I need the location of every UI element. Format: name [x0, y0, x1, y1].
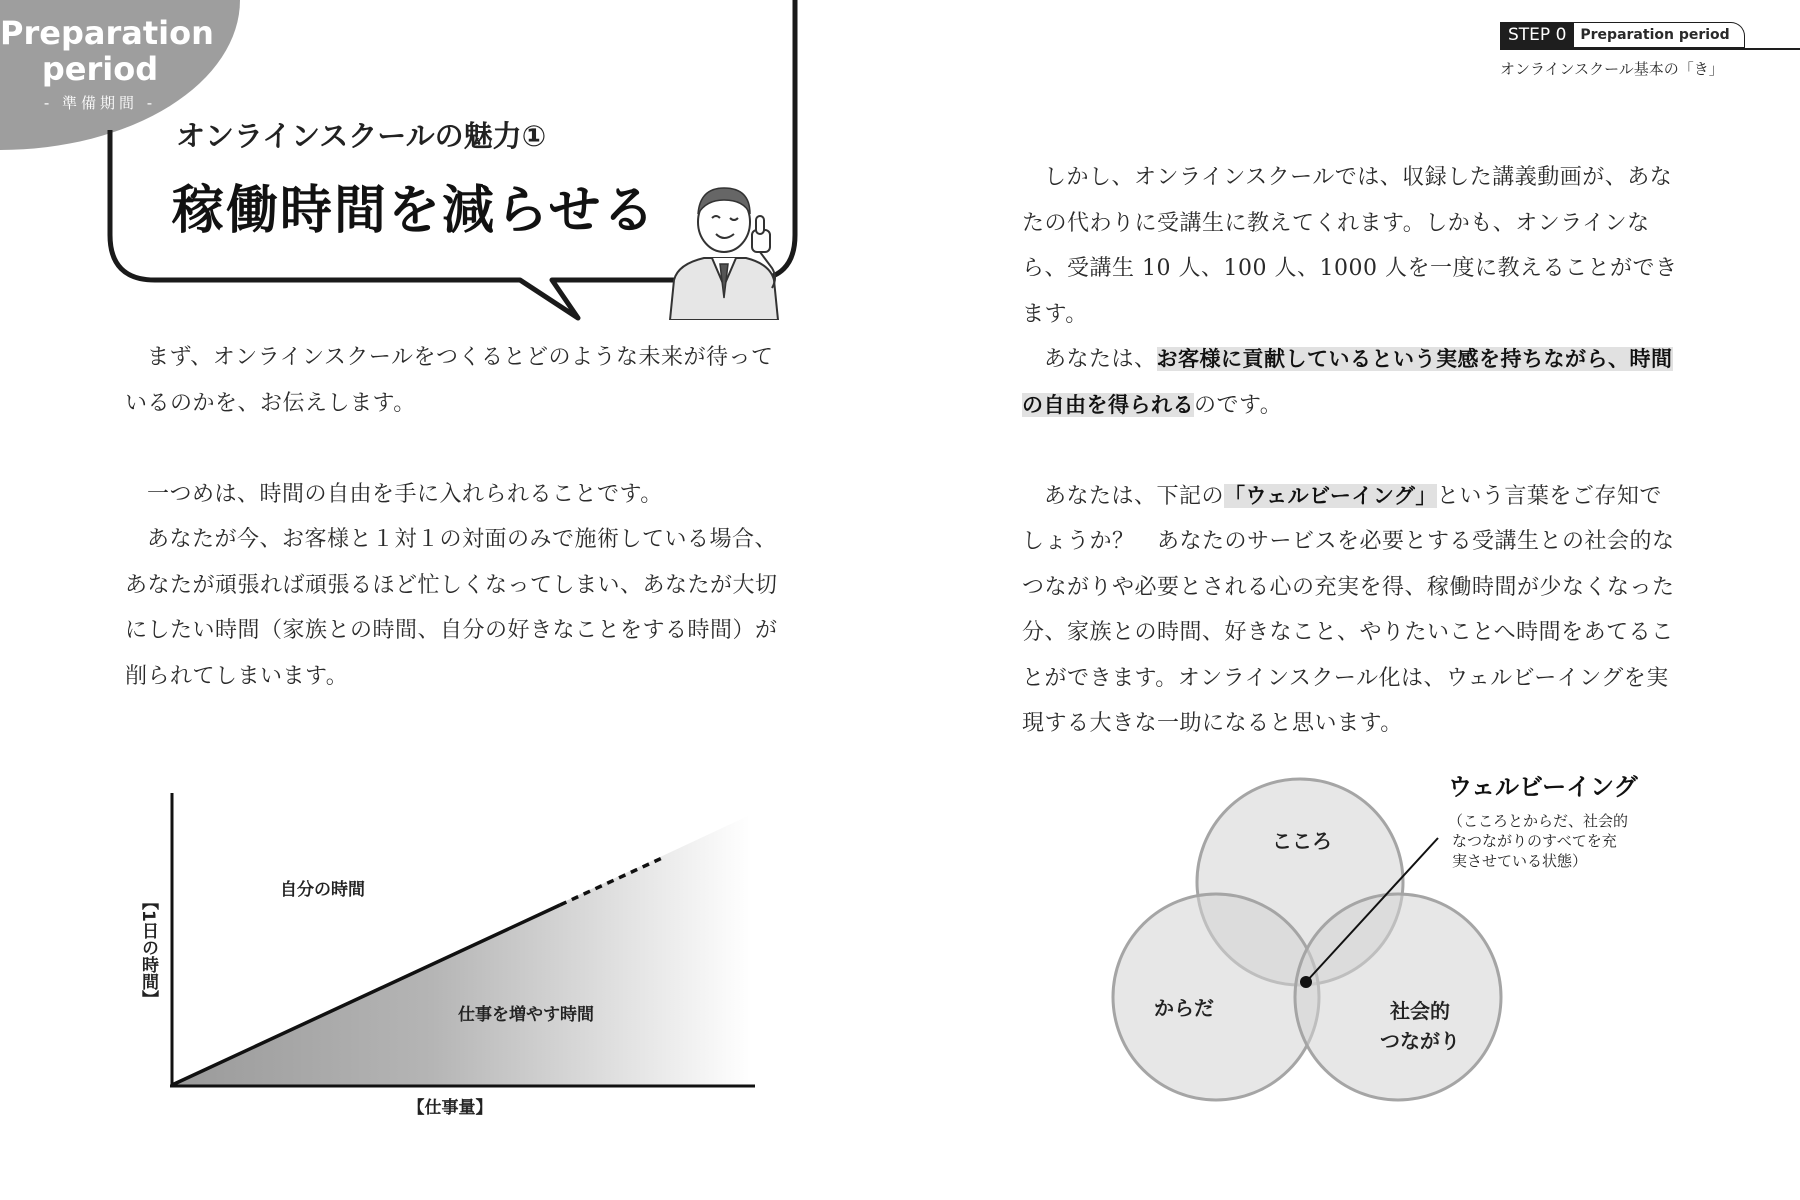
- venn-circle-body: [1113, 894, 1319, 1100]
- annotation-work-time: 仕事を増やす時間: [458, 1005, 594, 1025]
- wellbeing-title: ウェルビーイング: [1448, 773, 1638, 801]
- left-paragraph-1: まず、オンラインスクールをつくるとどのような未来が待っているのかを、お伝えします。: [125, 345, 774, 416]
- header-rule: [1500, 48, 1800, 50]
- venn-label-social-line1: 社会的: [1390, 999, 1450, 1023]
- corner-badge-line3: - 準備期間 -: [43, 94, 157, 112]
- right-column-text: [1022, 155, 1684, 747]
- left-paragraph-3: あなたが今、お客様と１対１の対面のみで施術している場合、あなたが頑張れば頑張るほど忙しくなってしまい、あなたが大切にしたい時間（家族との時間、自分の好きなことをする時間）が削られてしまいます。: [125, 527, 778, 689]
- left-column-text: [125, 335, 785, 699]
- x-axis-label: 【仕事量】: [407, 1098, 493, 1115]
- venn-label-mind: こころ: [1272, 829, 1332, 853]
- wellbeing-pointer-dot: [1300, 976, 1312, 988]
- businessman-mascot-icon: [660, 168, 790, 320]
- venn-label-social-line2: つながり: [1380, 1029, 1460, 1053]
- right-p3-post: という言葉をご存知でしょうか？ あなたのサービスを必要とする受講生との社会的なつながりや必要とされる心の充実を得、稼働時間が少なくなった分、家族との時間、好きなこと、やりたいことへ時間をあてることができます。オンラインスクール化は、ウェルビーイングを実現する大きな一助になると思います。: [1022, 483, 1675, 736]
- venn-circle-social: [1295, 894, 1501, 1100]
- paragraph-gap: [125, 426, 785, 472]
- right-p3-pre: あなたは、下記の: [1044, 483, 1225, 509]
- right-paragraph-2: [1022, 337, 1684, 428]
- corner-badge-line2: period: [41, 50, 159, 88]
- right-paragraph-1: しかし、オンラインスクールでは、収録した講義動画が、あなたの代わりに受講生に教えてくれます。しかも、オンラインなら、受講生 10 人、100 人、1000 人を一度に教えることができます。: [1022, 165, 1678, 327]
- header-subtitle: オンラインスクール基本の「き」: [1500, 60, 1724, 78]
- venn-label-body: からだ: [1154, 996, 1214, 1020]
- wellbeing-venn-diagram: [1080, 770, 1660, 1130]
- right-p2-highlight: お客様に貢献しているという実感を持ちながら、時間の自由を得られる: [1022, 347, 1673, 417]
- annotation-own-time: 自分の時間: [280, 880, 365, 900]
- y-axis-label: 【1日の時間】: [138, 893, 158, 1007]
- right-p2-pre: あなたは、: [1044, 347, 1157, 372]
- right-p2-post: のです。: [1194, 392, 1283, 418]
- period-label: Preparation period: [1574, 22, 1744, 48]
- wellbeing-desc-line3: 実させている状態）: [1452, 852, 1588, 870]
- paragraph-gap: [1022, 428, 1684, 474]
- right-p3-highlight: 「ウェルビーイング」: [1224, 483, 1437, 508]
- wellbeing-desc-line2: なつながりのすべてを充: [1452, 832, 1617, 850]
- corner-badge-line1: Preparation: [0, 14, 214, 52]
- section-subtitle: オンラインスクールの魅力①: [176, 119, 547, 153]
- work-time-chart: [130, 775, 770, 1115]
- left-paragraph-2: 一つめは、時間の自由を手に入れられることです。: [147, 481, 663, 507]
- wellbeing-desc-line1: （こころとからだ、社会的: [1448, 812, 1629, 830]
- section-title: 稼働時間を減らせる: [172, 181, 657, 241]
- right-paragraph-3: [1022, 474, 1684, 747]
- step-tab: [1500, 22, 1745, 48]
- step-label: STEP 0: [1500, 22, 1574, 48]
